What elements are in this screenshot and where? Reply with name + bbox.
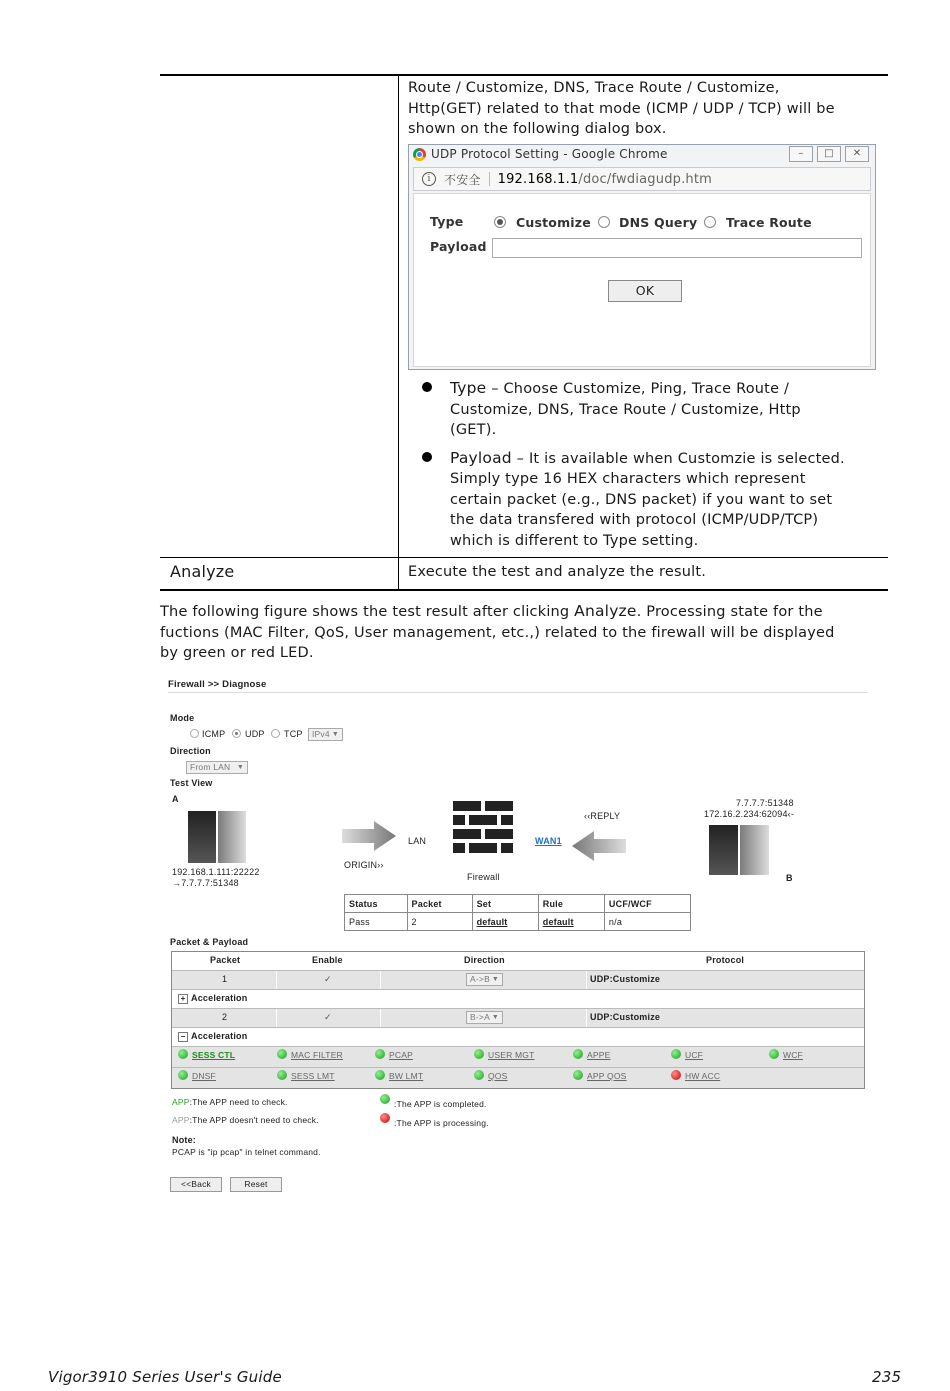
led-dnsf[interactable]: DNSF xyxy=(192,1071,216,1081)
led-green-icon xyxy=(671,1049,681,1059)
direction-select-2[interactable]: B->A ▼ xyxy=(466,1011,503,1024)
pp-row-2: 2 ✓ B->A ▼ UDP:Customize xyxy=(172,1009,864,1028)
rule-link[interactable]: default xyxy=(538,913,604,931)
led-green-icon xyxy=(375,1070,385,1080)
radio-dns-query-label: DNS Query xyxy=(619,215,698,230)
type-label: Type xyxy=(430,214,464,229)
radio-customize[interactable] xyxy=(494,216,506,228)
chevron-down-icon: ▼ xyxy=(491,976,499,983)
host-a-address: 192.168.1.111:22222 xyxy=(172,867,260,877)
close-icon[interactable]: ✕ xyxy=(845,146,869,162)
host-a-label: A xyxy=(172,794,179,804)
host-b-address: 7.7.7.7:51348 xyxy=(736,798,794,808)
note-text: PCAP is "ip pcap" in telnet command. xyxy=(172,1147,321,1157)
led-row-1 xyxy=(172,1047,864,1068)
footer-guide-title: Vigor3910 Series User's Guide xyxy=(48,1368,282,1386)
pp-accel-row-2: − Acceleration xyxy=(172,1028,864,1047)
status-table xyxy=(344,894,691,931)
radio-trace-route[interactable] xyxy=(704,216,716,228)
firewall-label: Firewall xyxy=(467,872,500,882)
dialog-body xyxy=(413,193,871,367)
chevron-down-icon: ▼ xyxy=(331,731,339,738)
status-value: Pass xyxy=(345,913,408,931)
direction-select[interactable]: From LAN ▼ xyxy=(186,761,248,774)
led-red-icon xyxy=(380,1113,390,1123)
bullet-payload: Payload – It is available when Customzie is selected. Simply type 16 HEX characters which represent certain packet (e.g., DNS packet) if you want to set the data transfered with protocol (ICMP/UDP/TCP) which is different to Type setting. xyxy=(408,448,878,552)
reset-button[interactable]: Reset xyxy=(230,1177,282,1192)
bullet-dot xyxy=(422,452,432,462)
led-sess-ctl[interactable]: SESS CTL xyxy=(192,1050,235,1060)
mode-radio-udp[interactable] xyxy=(232,729,241,738)
table-bottom-rule xyxy=(160,589,888,591)
radio-customize-label: Customize xyxy=(516,215,591,230)
legend-need-check: APP:The APP need to check. xyxy=(172,1097,288,1107)
legend-completed: :The APP is completed. xyxy=(394,1099,487,1109)
ok-button[interactable]: OK xyxy=(608,280,682,302)
ip-version-select[interactable]: IPv4 ▼ xyxy=(308,728,343,741)
led-green-icon xyxy=(375,1049,385,1059)
host-b-mapped-address: 172.16.2.234:62094‹- xyxy=(704,809,795,819)
led-qos[interactable]: QOS xyxy=(488,1071,508,1081)
udp-protocol-dialog xyxy=(408,144,876,370)
enable-checkbox[interactable]: ✓ xyxy=(324,1012,332,1022)
mode-icmp-label: ICMP xyxy=(202,729,226,739)
bullet-list xyxy=(408,378,878,558)
ucf-wcf-value: n/a xyxy=(604,913,690,931)
minimize-icon[interactable]: – xyxy=(789,146,813,162)
set-link[interactable]: default xyxy=(472,913,538,931)
mode-tcp-label: TCP xyxy=(284,729,303,739)
led-green-icon xyxy=(277,1070,287,1080)
table-column-divider xyxy=(398,76,399,589)
payload-input[interactable] xyxy=(492,238,862,258)
bullet-type: Type – Choose Customize, Ping, Trace Route / Customize, DNS, Trace Route / Customize, Http (GET). xyxy=(408,378,878,441)
analyze-label: Analyze xyxy=(170,562,235,581)
led-user-mgt[interactable]: USER MGT xyxy=(488,1050,534,1060)
origin-arrow-icon xyxy=(342,821,396,851)
legend-processing: :The APP is processing. xyxy=(394,1118,489,1128)
window-controls xyxy=(789,146,869,162)
host-b-icon xyxy=(709,825,769,875)
url-separator xyxy=(489,172,490,186)
enable-checkbox[interactable]: ✓ xyxy=(324,974,332,984)
dialog-titlebar xyxy=(413,147,668,161)
bullet-dot xyxy=(422,382,432,392)
mode-radio-icmp[interactable] xyxy=(190,729,199,738)
led-green-icon xyxy=(474,1070,484,1080)
led-row-2 xyxy=(172,1068,864,1088)
reply-arrow-icon xyxy=(572,831,626,861)
table-row-rule xyxy=(160,557,888,558)
pp-accel-row-1: + Acceleration xyxy=(172,990,864,1009)
test-view-label: Test View xyxy=(170,778,213,788)
radio-dns-query[interactable] xyxy=(598,216,610,228)
led-hw-acc[interactable]: HW ACC xyxy=(685,1071,720,1081)
host-b-label: B xyxy=(786,873,793,883)
mode-radio-tcp[interactable] xyxy=(271,729,280,738)
firewall-diagnose-screenshot xyxy=(166,675,871,1200)
url-text: 192.168.1.1/doc/fwdiagudp.htm xyxy=(497,171,713,187)
led-appe[interactable]: APPE xyxy=(587,1050,610,1060)
led-green-icon xyxy=(178,1049,188,1059)
led-green-icon xyxy=(380,1094,390,1104)
payload-label: Payload xyxy=(430,239,487,254)
analyze-description: Execute the test and analyze the result. xyxy=(408,564,707,580)
table-top-rule xyxy=(160,74,888,76)
host-a-icon xyxy=(188,811,246,863)
chevron-down-icon: ▼ xyxy=(491,1014,499,1021)
maximize-icon[interactable]: □ xyxy=(817,146,841,162)
result-paragraph: The following figure shows the test result after clicking Analyze. Processing state for the fuctions (MAC Filter, QoS, User management, etc.,) related to the firewall will be displayed by green or red LED. xyxy=(160,602,835,661)
reply-label: ‹‹REPLY xyxy=(584,811,621,821)
led-ucf[interactable]: UCF xyxy=(685,1050,703,1060)
led-green-icon xyxy=(178,1070,188,1080)
lan-label: LAN xyxy=(408,836,427,846)
status-value-row xyxy=(345,913,691,931)
chrome-icon xyxy=(413,148,426,161)
led-green-icon xyxy=(769,1049,779,1059)
firewall-brick-icon xyxy=(453,801,513,857)
breadcrumb: Firewall >> Diagnose xyxy=(168,679,267,690)
led-green-icon xyxy=(474,1049,484,1059)
host-a-destination: →7.7.7.7:51348 xyxy=(172,878,239,888)
dialog-title: UDP Protocol Setting - Google Chrome xyxy=(431,147,668,161)
legend-no-check: APP:The APP doesn't need to check. xyxy=(172,1115,319,1125)
address-bar[interactable] xyxy=(413,167,871,191)
mode-udp-label: UDP xyxy=(245,729,265,739)
footer-page-number: 235 xyxy=(872,1368,902,1386)
led-red-icon xyxy=(671,1070,681,1080)
mode-label: Mode xyxy=(170,713,195,723)
not-secure-label: 不安全 xyxy=(444,172,481,187)
pp-row-1: 1 ✓ A->B ▼ UDP:Customize xyxy=(172,971,864,990)
note-label: Note: xyxy=(172,1135,196,1145)
wan1-link[interactable]: WAN1 xyxy=(535,836,562,846)
led-app-qos[interactable]: APP QOS xyxy=(587,1071,627,1081)
led-bw-lmt[interactable]: BW LMT xyxy=(389,1071,423,1081)
packet-payload-table xyxy=(171,951,865,1089)
packet-value: 2 xyxy=(407,913,472,931)
led-wcf[interactable]: WCF xyxy=(783,1050,803,1060)
radio-trace-route-label: Trace Route xyxy=(726,215,812,230)
collapse-icon[interactable]: − xyxy=(178,1032,188,1042)
status-header-row: Status Packet Set Rule UCF/WCF xyxy=(345,895,691,913)
led-pcap[interactable]: PCAP xyxy=(389,1050,413,1060)
led-green-icon xyxy=(573,1070,583,1080)
expand-icon[interactable]: + xyxy=(178,994,188,1004)
table-cell-description: Route / Customize, DNS, Trace Route / Customize, Http(GET) related to that mode (ICMP / UDP / TCP) will be shown on the following dialog box. xyxy=(408,80,835,137)
back-button[interactable]: <<Back xyxy=(170,1177,222,1192)
direction-label: Direction xyxy=(170,746,211,756)
direction-select-1[interactable]: A->B ▼ xyxy=(466,973,503,986)
pp-header-row: Packet Enable Direction Protocol xyxy=(172,952,864,971)
origin-label: ORIGIN›› xyxy=(344,860,384,870)
led-green-icon xyxy=(573,1049,583,1059)
packet-payload-label: Packet & Payload xyxy=(170,937,249,947)
led-mac-filter[interactable]: MAC FILTER xyxy=(291,1050,343,1060)
chevron-down-icon: ▼ xyxy=(236,764,244,771)
header-divider xyxy=(168,692,868,693)
led-sess-lmt[interactable]: SESS LMT xyxy=(291,1071,335,1081)
info-icon: i xyxy=(422,172,436,186)
led-green-icon xyxy=(277,1049,287,1059)
